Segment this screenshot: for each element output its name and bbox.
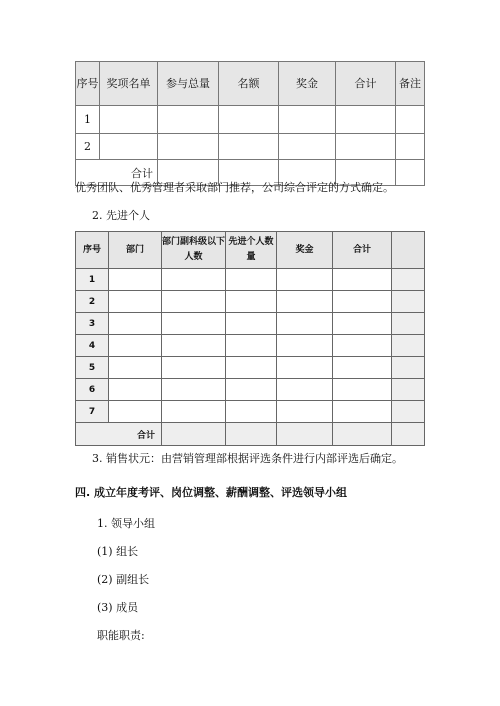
table-cell bbox=[158, 134, 219, 160]
table-cell bbox=[109, 335, 162, 357]
table-cell bbox=[226, 401, 277, 423]
table-cell bbox=[162, 423, 226, 446]
table-cell bbox=[226, 269, 277, 291]
table-cell bbox=[226, 423, 277, 446]
award-table bbox=[75, 61, 425, 186]
table-cell bbox=[109, 291, 162, 313]
header-cell: 部门 bbox=[109, 232, 162, 269]
table-cell bbox=[333, 313, 392, 335]
table-cell bbox=[392, 335, 425, 357]
table-cell bbox=[277, 423, 333, 446]
table-row bbox=[76, 269, 425, 291]
table-cell: 2 bbox=[76, 134, 100, 160]
paragraph: 职能职责: bbox=[97, 629, 145, 642]
table-cell: 6 bbox=[76, 379, 109, 401]
table-cell bbox=[333, 269, 392, 291]
table-cell bbox=[162, 269, 226, 291]
header-cell: 合计 bbox=[336, 62, 396, 106]
table-cell bbox=[219, 134, 279, 160]
table-cell bbox=[396, 106, 425, 134]
header-cell: 序号 bbox=[76, 232, 109, 269]
table-cell bbox=[336, 134, 396, 160]
table-total-row bbox=[76, 423, 425, 446]
table-cell bbox=[226, 291, 277, 313]
table-row bbox=[76, 379, 425, 401]
table-cell bbox=[158, 106, 219, 134]
table-cell bbox=[392, 423, 425, 446]
table-row bbox=[76, 335, 425, 357]
header-cell: 参与总量 bbox=[158, 62, 219, 106]
table-cell bbox=[333, 291, 392, 313]
table-cell bbox=[392, 401, 425, 423]
table-cell: 5 bbox=[76, 357, 109, 379]
table-cell bbox=[226, 335, 277, 357]
table-cell: 4 bbox=[76, 335, 109, 357]
table-cell bbox=[392, 313, 425, 335]
list-item-heading: 2. 先进个人 bbox=[92, 209, 150, 222]
table-cell bbox=[277, 379, 333, 401]
list-item: (1) 组长 bbox=[97, 545, 139, 558]
list-item: (3) 成员 bbox=[97, 601, 139, 614]
table-row bbox=[76, 357, 425, 379]
table-row bbox=[76, 106, 425, 134]
table-cell bbox=[396, 134, 425, 160]
table-cell bbox=[162, 313, 226, 335]
table-cell: 3 bbox=[76, 313, 109, 335]
table-row bbox=[76, 134, 425, 160]
header-cell: 奖项名单 bbox=[100, 62, 158, 106]
table-cell bbox=[333, 357, 392, 379]
header-cell: 序号 bbox=[76, 62, 100, 106]
table-cell bbox=[277, 335, 333, 357]
table-cell: 1 bbox=[76, 106, 100, 134]
table-cell bbox=[109, 357, 162, 379]
table-cell bbox=[100, 134, 158, 160]
table-cell bbox=[226, 313, 277, 335]
table-cell bbox=[100, 106, 158, 134]
table-cell: 2 bbox=[76, 291, 109, 313]
table-row bbox=[76, 313, 425, 335]
table-cell bbox=[277, 313, 333, 335]
table-cell bbox=[333, 379, 392, 401]
table-cell bbox=[396, 160, 425, 186]
table-cell: 1 bbox=[76, 269, 109, 291]
paragraph: 3. 销售状元：由营销管理部根据评选条件进行内部评选后确定。 bbox=[92, 452, 403, 465]
table-cell bbox=[336, 106, 396, 134]
table-cell bbox=[109, 269, 162, 291]
table-cell bbox=[162, 335, 226, 357]
paragraph: 优秀团队、优秀管理者采取部门推荐，公司综合评定的方式确定。 bbox=[75, 181, 394, 194]
header-cell: 合计 bbox=[333, 232, 392, 269]
table-cell bbox=[109, 313, 162, 335]
header-cell: 奖金 bbox=[277, 232, 333, 269]
table-cell bbox=[279, 106, 336, 134]
header-cell: 部门副科级以下人数 bbox=[162, 232, 226, 269]
table-header-row bbox=[76, 62, 425, 106]
table-cell bbox=[162, 291, 226, 313]
table-cell bbox=[333, 335, 392, 357]
table-cell bbox=[333, 401, 392, 423]
table-cell: 7 bbox=[76, 401, 109, 423]
table-cell bbox=[277, 269, 333, 291]
table-cell bbox=[279, 134, 336, 160]
table-cell bbox=[162, 357, 226, 379]
table-cell bbox=[226, 379, 277, 401]
table-header-row bbox=[76, 232, 425, 269]
list-item: (2) 副组长 bbox=[97, 573, 150, 586]
table-cell bbox=[219, 106, 279, 134]
table-cell bbox=[226, 357, 277, 379]
header-cell: 名额 bbox=[219, 62, 279, 106]
table-cell bbox=[109, 379, 162, 401]
advanced-individual-table bbox=[75, 231, 425, 446]
table-cell bbox=[333, 423, 392, 446]
table-cell bbox=[162, 379, 226, 401]
total-label: 合计 bbox=[76, 423, 162, 446]
table-cell bbox=[277, 401, 333, 423]
table-cell bbox=[392, 379, 425, 401]
table-cell bbox=[392, 269, 425, 291]
header-cell: 先进个人数量 bbox=[226, 232, 277, 269]
table-cell bbox=[109, 401, 162, 423]
header-cell bbox=[392, 232, 425, 269]
table-row bbox=[76, 291, 425, 313]
header-cell: 备注 bbox=[396, 62, 425, 106]
table-cell bbox=[392, 357, 425, 379]
table-cell bbox=[162, 401, 226, 423]
table-cell bbox=[277, 357, 333, 379]
table-cell bbox=[392, 291, 425, 313]
list-item-heading: 1. 领导小组 bbox=[97, 517, 155, 530]
section-heading: 四. 成立年度考评、岗位调整、薪酬调整、评选领导小组 bbox=[75, 486, 348, 499]
table-row bbox=[76, 401, 425, 423]
table-cell bbox=[277, 291, 333, 313]
header-cell: 奖金 bbox=[279, 62, 336, 106]
total-label: 合计 bbox=[76, 160, 158, 186]
